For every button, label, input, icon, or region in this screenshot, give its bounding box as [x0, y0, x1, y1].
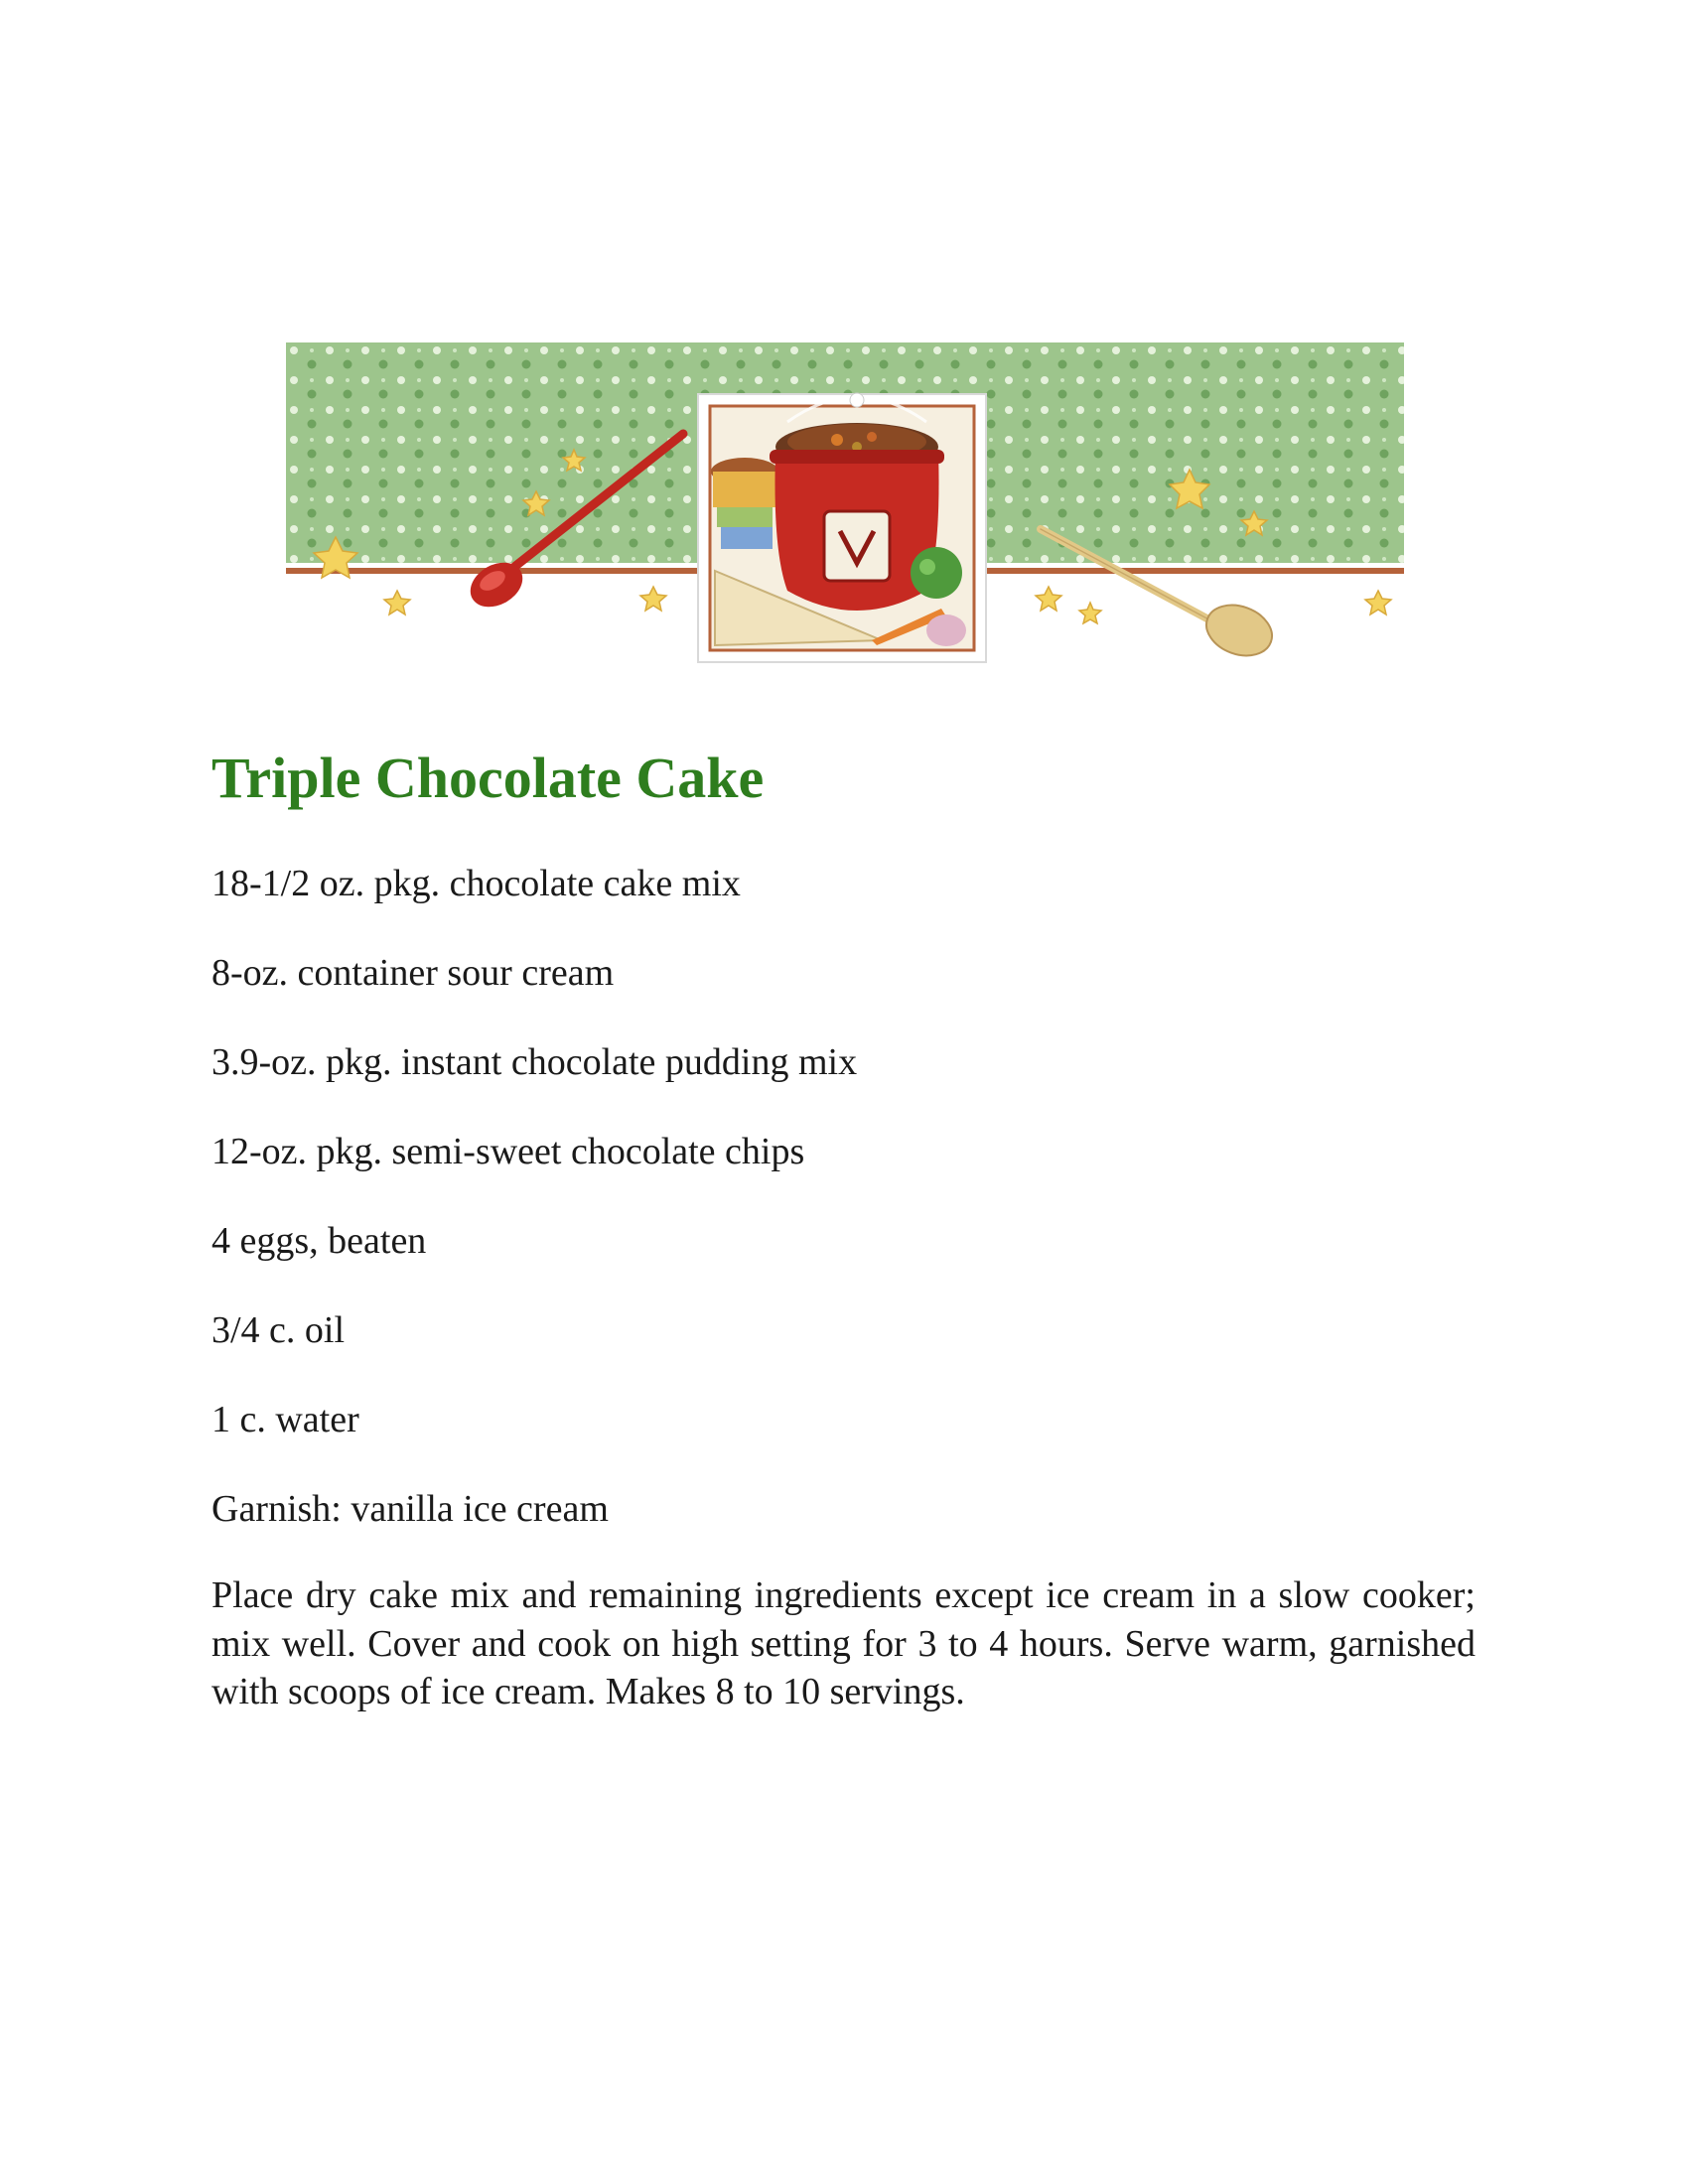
ingredient-item: 12-oz. pkg. semi-sweet chocolate chips — [211, 1131, 805, 1172]
recipe-directions: Place dry cake mix and remaining ingredients except ice cream in a slow cooker; mix well. Cover and cook on high setting for 3 to 4 hours. Serve warm, garnished with scoops of ice cream. Makes 8 to 10 servings. — [211, 1574, 1476, 1712]
ingredient-item: 4 eggs, beaten — [211, 1220, 427, 1262]
ingredient-item: 3.9-oz. pkg. instant chocolate pudding mix — [211, 1041, 858, 1083]
ingredient-item: 3/4 c. oil — [211, 1309, 346, 1351]
ingredient-list — [211, 861, 857, 1575]
slow-cooker-icon — [698, 393, 986, 662]
recipe-banner-illustration — [286, 342, 1404, 670]
ingredient-item: 8-oz. container sour cream — [211, 952, 615, 994]
ingredient-item: 1 c. water — [211, 1399, 359, 1440]
ingredient-item: 18-1/2 oz. pkg. chocolate cake mix — [211, 863, 741, 904]
recipe-title: Triple Chocolate Cake — [211, 746, 765, 810]
ingredient-item: Garnish: vanilla ice cream — [211, 1488, 609, 1530]
